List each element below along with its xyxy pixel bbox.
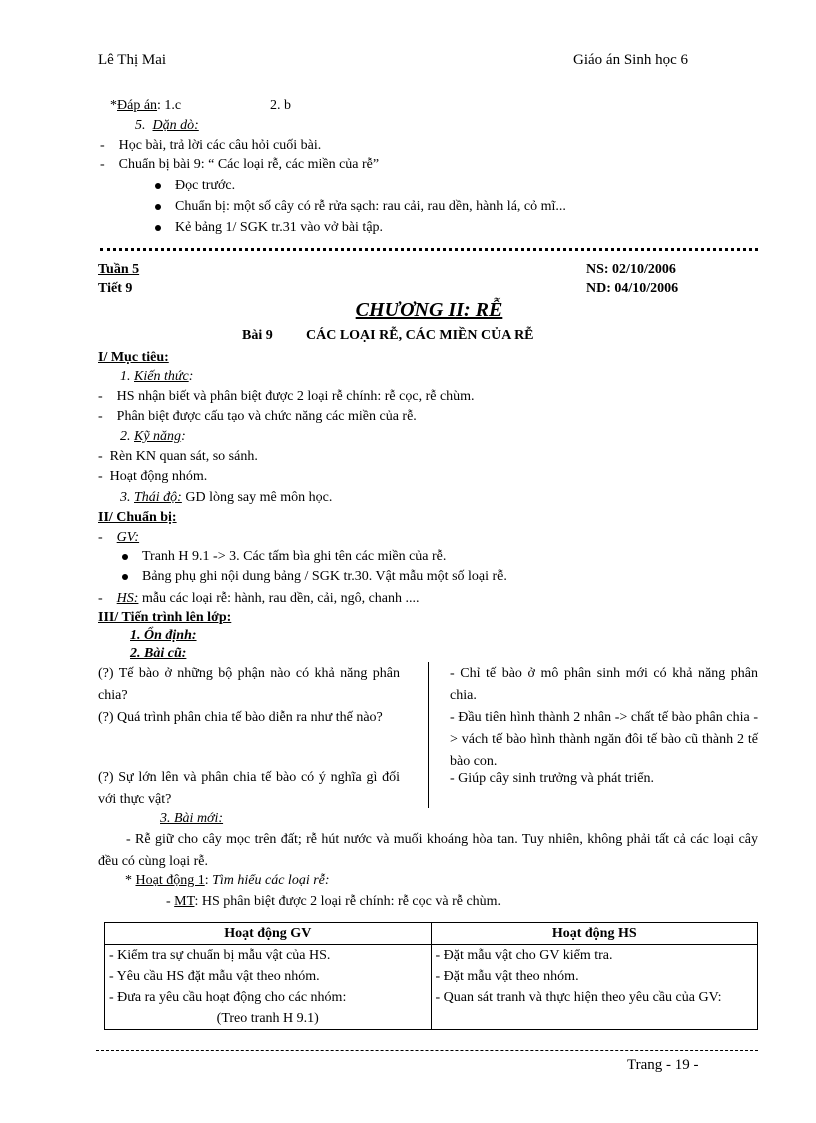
bullet-icon	[155, 204, 161, 210]
bullet-text: Chuẩn bị: một số cây có rễ rửa sạch: rau cải, rau dền, hành lá, cỏ mĩ...	[175, 199, 566, 214]
stable-heading: 1. Ổn định:	[130, 628, 197, 643]
knowledge-heading: 1. Kiến thức:	[120, 369, 194, 384]
homework-bullet	[155, 178, 235, 194]
bullet-text: Đọc trước.	[175, 178, 236, 193]
answer-2: - Đầu tiên hình thành 2 nhân -> chất tế bào phân chia -> vách tế bào hình thành ngăn đôi tế bào cũ thành 2 tế bào con.	[450, 710, 758, 769]
header-author: Lê Thị Mai	[98, 52, 167, 68]
gv-row: - Yêu cầu HS đặt mẫu vật theo nhóm.	[109, 969, 320, 984]
homework-item: - Chuẩn bị bài 9: “ Các loại rễ, các miền của rễ”	[100, 157, 380, 172]
gv-item: Bảng phụ ghi nội dung bảng / SGK tr.30. Vật mẫu một số loại rễ.	[122, 569, 507, 585]
col-hs-header: Hoạt động HS	[431, 923, 758, 945]
answer-b: 2. b	[270, 98, 291, 113]
mt-line: - MT: HS phân biệt được 2 loại rễ chính: rễ cọc và rễ chùm.	[166, 894, 502, 909]
gv-item: Tranh H 9.1 -> 3. Các tấm bìa ghi tên các miền của rễ.	[122, 549, 446, 565]
bullet-icon	[122, 554, 128, 560]
homework-title: Dặn dò:	[152, 118, 199, 133]
nd-date: ND: 04/10/2006	[586, 281, 679, 296]
lesson-num: Bài 9	[242, 328, 273, 343]
homework-num: 5.	[135, 118, 146, 133]
chapter-title: CHƯƠNG II: RỄ	[355, 299, 503, 321]
answer-1: - Chỉ tế bào ở mô phân sinh mới có khả năng phân chia.	[450, 666, 758, 703]
answer-line: *Đáp án: 1.c	[110, 98, 182, 113]
knowledge-item: - Phân biệt được cấu tạo và chức năng các miền của rễ.	[98, 409, 417, 424]
homework-item-text: Học bài, trả lời các câu hỏi cuối bài.	[118, 138, 322, 153]
footer-separator	[96, 1050, 758, 1051]
dotted-separator	[100, 248, 758, 251]
hs-line: - HS: mẫu các loại rễ: hành, rau dền, cải, ngô, chanh ....	[98, 591, 420, 606]
hs-row: - Đặt mẫu vật cho GV kiểm tra.	[435, 948, 613, 963]
bullet-text: Kẻ bảng 1/ SGK tr.31 vào vở bài tập.	[175, 220, 384, 235]
question-1: (?) Tế bào ở những bộ phận nào có khả năng phân chia?	[98, 666, 400, 703]
bullet-icon	[155, 225, 161, 231]
homework-item-text: Chuẩn bị bài 9: “ Các loại rễ, các miền của rễ”	[118, 157, 380, 172]
hs-row: - Đặt mẫu vật theo nhóm.	[435, 969, 579, 984]
skill-item: - Rèn KN quan sát, so sánh.	[98, 449, 258, 464]
bullet-icon	[122, 574, 128, 580]
lesson-name: CÁC LOẠI RỄ, CÁC MIỀN CỦA RỄ	[306, 328, 534, 343]
new-lesson-heading: 3. Bài mới:	[160, 811, 224, 826]
gv-cell	[105, 945, 432, 1030]
activity-heading: * Hoạt động 1: Tìm hiểu các loại rễ:	[125, 873, 330, 888]
section2-title: II/ Chuẩn bị:	[98, 510, 177, 525]
gv-row: - Đưa ra yêu cầu hoạt động cho các nhóm:	[109, 990, 347, 1005]
intro-text: - Rễ giữ cho cây mọc trên đất; rễ hút nước và muối khoáng hòa tan. Tuy nhiên, không phải tất cả các loại cây đều có cùng loại rễ.	[98, 832, 758, 869]
hs-cell	[431, 945, 758, 1030]
header-subject: Giáo án Sinh học 6	[573, 52, 688, 68]
period: Tiết 9	[98, 281, 133, 296]
ns-date: NS: 02/10/2006	[586, 262, 676, 277]
answer-values: : 1.c	[157, 98, 182, 113]
skill-item: - Hoạt động nhóm.	[98, 469, 208, 484]
question-3: (?) Sự lớn lên và phân chia tế bào có ý nghĩa gì đối với thực vật?	[98, 770, 400, 807]
gv-row: - Kiểm tra sự chuẩn bị mẫu vật của HS.	[109, 948, 331, 963]
gv-label-line: - GV:	[98, 530, 140, 545]
col-gv-header: Hoạt động GV	[105, 923, 432, 945]
knowledge-item: - HS nhận biết và phân biệt được 2 loại rễ chính: rễ cọc, rễ chùm.	[98, 389, 475, 404]
attitude-line: 3. Thái độ: GD lòng say mê môn học.	[120, 490, 333, 505]
activity-table	[104, 922, 758, 1030]
page-number: Trang - 19 -	[627, 1057, 699, 1073]
homework-bullet	[155, 220, 383, 236]
homework-bullet	[155, 199, 566, 215]
question-2: (?) Quá trình phân chia tế bào diễn ra như thế nào?	[98, 710, 383, 725]
skill-heading: 2. Kỹ năng:	[120, 429, 186, 444]
homework-item: - Học bài, trả lời các câu hỏi cuối bài.	[100, 138, 322, 153]
section1-title: I/ Mục tiêu:	[98, 350, 169, 365]
old-lesson-heading: 2. Bài cũ:	[130, 646, 187, 661]
hs-row: - Quan sát tranh và thực hiện theo yêu cầu của GV:	[435, 990, 722, 1005]
homework-heading	[135, 118, 199, 134]
answer-label: Đáp án	[117, 98, 158, 113]
week: Tuần 5	[98, 262, 140, 277]
answer-3: - Giúp cây sinh trưởng và phát triển.	[450, 771, 654, 786]
section3-title: III/ Tiến trình lên lớp:	[98, 610, 232, 625]
column-divider	[428, 662, 429, 808]
bullet-icon	[155, 183, 161, 189]
gv-row: (Treo tranh H 9.1)	[216, 1011, 319, 1026]
